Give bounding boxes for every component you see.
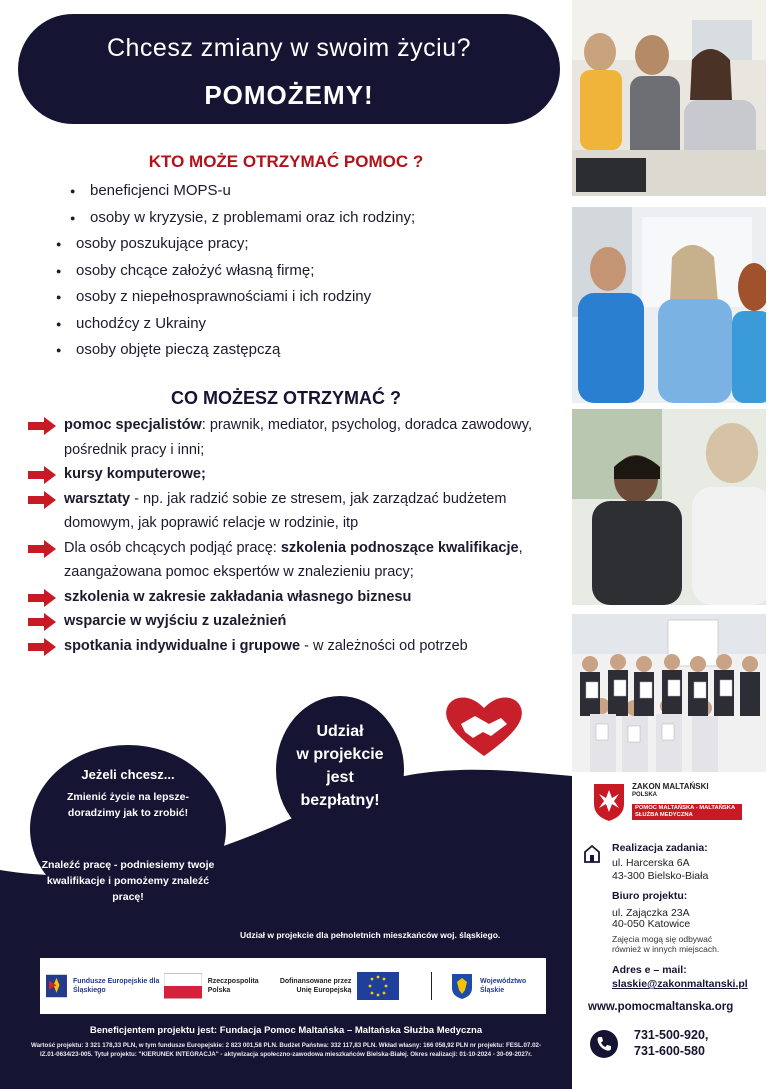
advice-badge	[30, 745, 226, 913]
location-note: Zajęcia mogą się odbywać również w innych miejscach.	[612, 934, 720, 954]
list-item	[28, 487, 558, 536]
headline-banner	[18, 14, 560, 124]
project-details: Wartość projektu: 3 321 178,33 PLN, w tym fundusze Europejskie: 2 823 001,58 PLN. Budżet Państwa: 332 117,83 PLN. Wkład własny: 166 058,92 PLN nr projektu: FESL.07.02-IZ.01-0634/23-005. Tytuł projektu: "KIERUNEK INTEGRACJA" - aktywizacja społeczno-zawodowa mieszkańców Bielska-Białej. Okres realizacji: 01-10-2024 - 30-09-2027r.	[30, 1042, 542, 1058]
eu-logo-text: Dofinansowane przez Unię Europejską	[279, 978, 352, 994]
free-line: Udział	[316, 723, 364, 740]
list-item	[28, 634, 558, 659]
slaskie-logo	[450, 972, 540, 1000]
red-arrow-icon	[28, 491, 56, 509]
organization-subtitle: POMOC MALTAŃSKA - MALTAŃSKA SŁUŻBA MEDYCZNA	[632, 804, 742, 820]
organization-logo	[592, 782, 768, 828]
fe-flag-icon	[46, 971, 67, 1001]
free-line: w projekcie	[296, 746, 384, 763]
advice-text-life: Zmienić życie na lepsze- doradzimy jak to zrobić!	[67, 791, 189, 819]
task-address-street: ul. Harcerska 6A	[612, 857, 690, 869]
email-link[interactable]: slaskie@zakonmaltanski.pl	[612, 978, 748, 990]
offer-text: - np. jak radzić sobie ze stresem, jak zarządzać budżetem domowym, jak poprawić relacje w rodzinie, itp	[64, 490, 507, 531]
offer-bold: warsztaty	[64, 490, 131, 507]
headline-question: Chcesz zmiany w swoim życiu?	[106, 34, 472, 62]
fe-logo-text: Fundusze Europejskie dla Śląskiego	[72, 978, 160, 994]
phone-icon	[590, 1030, 618, 1058]
email-label: Adres e – mail:	[612, 964, 687, 976]
photo-computer-class	[572, 0, 766, 196]
eu-flag-icon	[357, 972, 399, 1000]
red-arrow-icon	[28, 466, 56, 484]
slaskie-logo-text: Województwo Śląskie	[480, 978, 527, 994]
red-arrow-icon	[28, 589, 56, 607]
offer-bold: pomoc specjalistów	[64, 417, 202, 433]
task-address-city: 43-300 Bielsko-Biała	[612, 870, 709, 882]
offer-bold: szkolenia podnoszące kwalifikacje	[280, 539, 519, 556]
offer-bold: wsparcie w wyjściu z uzależnień	[64, 613, 287, 629]
maltese-cross-icon	[592, 782, 626, 822]
free-line: jest	[326, 769, 354, 786]
website-link[interactable]: www.pomocmaltanska.org	[588, 1001, 734, 1013]
free-participation-badge	[276, 696, 404, 844]
list-item	[28, 609, 558, 634]
phone-number-2[interactable]: 731-600-580	[634, 1044, 705, 1058]
list-item	[28, 536, 558, 585]
phone-number-1[interactable]: 731-500-920,	[634, 1028, 709, 1042]
photo-consultation	[572, 207, 766, 403]
fe-logo	[46, 971, 164, 1001]
office-address-street: ul. Zajączka 23A	[612, 907, 690, 919]
list-item: ● osoby chcące założyć własną firmę;	[60, 258, 415, 285]
red-arrow-icon	[28, 417, 56, 435]
what-section-title: CO MOŻESZ OTRZYMAĆ ?	[171, 388, 401, 408]
who-section-title: KTO MOŻE OTRZYMAĆ POMOC ?	[148, 152, 424, 171]
eagle-crest-icon	[450, 972, 474, 1000]
headline-answer: POMOŻEMY!	[204, 80, 374, 110]
list-item: ● osoby poszukujące pracy;	[60, 231, 415, 258]
list-item: ● osoby w kryzysie, z problemami oraz ich rodziny;	[74, 205, 415, 232]
organization-name	[632, 782, 709, 800]
list-item: ● uchodźcy z Ukrainy	[60, 311, 415, 338]
list-item: ● osoby z niepełnosprawnościami i ich rodziny	[60, 284, 415, 311]
contact-panel	[572, 772, 770, 1089]
free-line: bezpłatny!	[300, 792, 380, 809]
list-item: ● beneficjenci MOPS-u	[74, 178, 415, 205]
task-label: Realizacja zadania:	[612, 842, 708, 854]
advice-text-work: Znaleźć pracę - podniesiemy twoje kwalifikacje i pomożemy znaleźć pracę!	[41, 859, 215, 903]
offer-text: - w zależności od potrzeb	[300, 637, 468, 654]
heart-handshake-icon	[443, 694, 525, 758]
offer-text: , zaangażowana pomoc ekspertów w znalezieniu pracy;	[64, 539, 523, 580]
organization-name-main: ZAKON MALTAŃSKI	[632, 782, 709, 791]
eu-logo	[279, 972, 427, 1000]
red-arrow-icon	[28, 613, 56, 631]
building-icon	[582, 844, 602, 864]
rp-logo-text: Rzeczpospolita Polska	[207, 978, 259, 994]
offer-prefix: Dla osób chcących podjąć pracę:	[64, 539, 281, 556]
what-list	[28, 413, 558, 658]
red-arrow-icon	[28, 540, 56, 558]
offer-text: : prawnik, mediator, psycholog, doradca zawodowy, pośrednik pracy i inni;	[64, 417, 532, 458]
offer-bold: spotkania indywidualne i grupowe	[64, 637, 301, 654]
organization-name-country: POLSKA	[632, 792, 658, 798]
list-item	[28, 585, 558, 610]
list-item	[28, 462, 558, 487]
list-item	[28, 413, 558, 462]
photo-group-certificates	[572, 614, 766, 772]
who-list	[60, 178, 415, 364]
offer-bold: szkolenia w zakresie zakładania własnego biznesu	[64, 588, 412, 605]
red-arrow-icon	[28, 638, 56, 656]
list-item: ● osoby objęte pieczą zastępczą	[60, 337, 415, 364]
eligibility-note: Udział w projekcie dla pełnoletnich mieszkańców woj. śląskiego.	[240, 930, 501, 940]
offer-bold: kursy komputerowe;	[64, 466, 206, 482]
photo-therapy-session	[572, 409, 766, 605]
funding-logo-bar	[40, 958, 546, 1014]
polish-flag-icon	[164, 973, 202, 999]
rp-logo	[164, 973, 280, 999]
advice-title: Jeżeli chcesz...	[81, 767, 175, 782]
logo-divider	[431, 972, 432, 1000]
office-address-city: 40-050 Katowice	[612, 918, 691, 930]
beneficiary-line: Beneficjentem projektu jest: Fundacja Pomoc Maltańska – Maltańska Służba Medyczna	[89, 1025, 483, 1036]
office-label: Biuro projektu:	[612, 890, 688, 902]
